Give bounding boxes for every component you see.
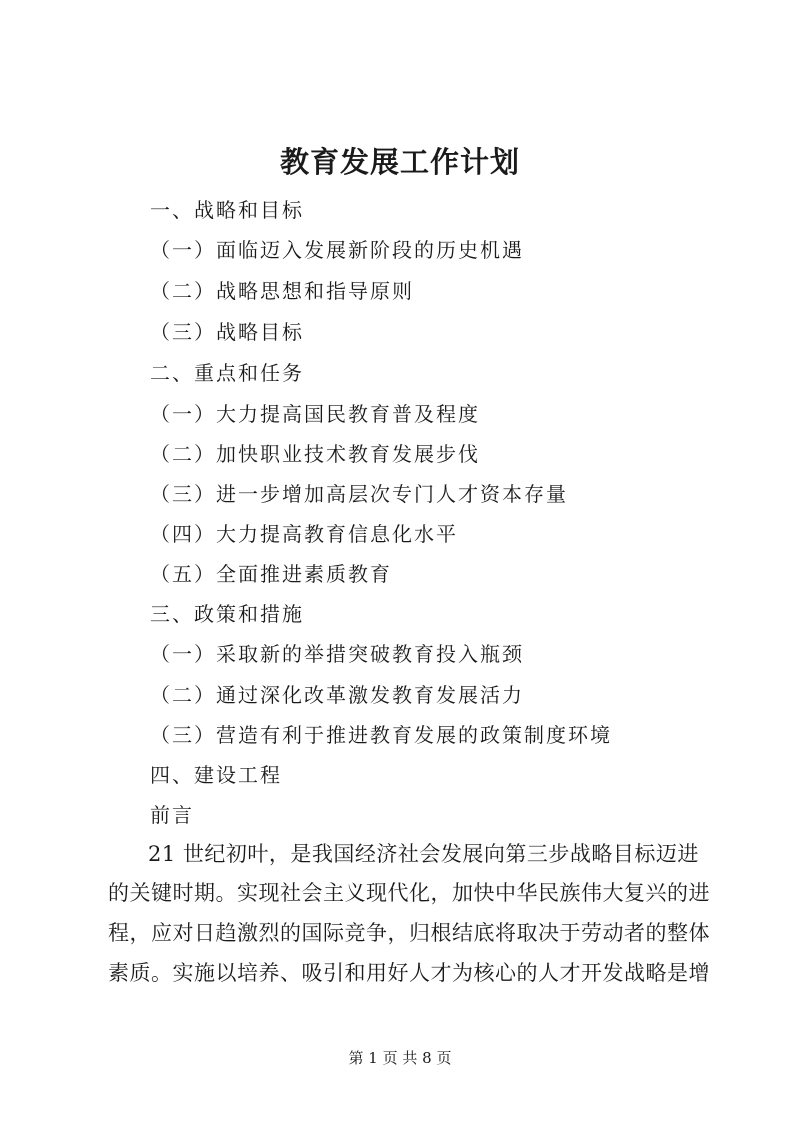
- page-footer: 第 1 页 共 8 页: [348, 1049, 452, 1067]
- outline-item: （五）全面推进素质教育: [150, 562, 392, 586]
- outline-item: （一）采取新的举措突破教育投入瓶颈: [150, 642, 524, 666]
- outline-item: （二）通过深化改革激发教育发展活力: [150, 683, 524, 707]
- outline-heading: 二、重点和任务: [150, 361, 304, 385]
- body-line: 素质。实施以培养、吸引和用好人才为核心的人才开发战略是增: [108, 961, 710, 985]
- body-line: 的关键时期。实现社会主义现代化，加快中华民族伟大复兴的进: [108, 881, 710, 905]
- outline-heading: 四、建设工程: [150, 763, 282, 787]
- outline-item: （三）进一步增加高层次专门人才资本存量: [150, 482, 568, 506]
- outline-item: （二）战略思想和指导原则: [150, 279, 414, 303]
- body-line: 21 世纪初叶，是我国经济社会发展向第三步战略目标迈进: [148, 842, 699, 866]
- outline-item: （二）加快职业技术教育发展步伐: [150, 442, 480, 466]
- preface-heading: 前言: [150, 803, 194, 827]
- outline-item: （三）营造有利于推进教育发展的政策制度环境: [150, 723, 612, 747]
- outline-item: （一）面临迈入发展新阶段的历史机遇: [150, 238, 524, 262]
- outline-heading: 一、战略和目标: [150, 198, 304, 222]
- outline-item: （四）大力提高教育信息化水平: [150, 522, 458, 546]
- document-title: 教育发展工作计划: [279, 145, 520, 179]
- body-line: 程，应对日趋激烈的国际竞争，归根结底将取决于劳动者的整体: [108, 921, 710, 945]
- outline-heading: 三、政策和措施: [150, 602, 304, 626]
- outline-item: （一）大力提高国民教育普及程度: [150, 402, 480, 426]
- outline-item: （三）战略目标: [150, 320, 304, 344]
